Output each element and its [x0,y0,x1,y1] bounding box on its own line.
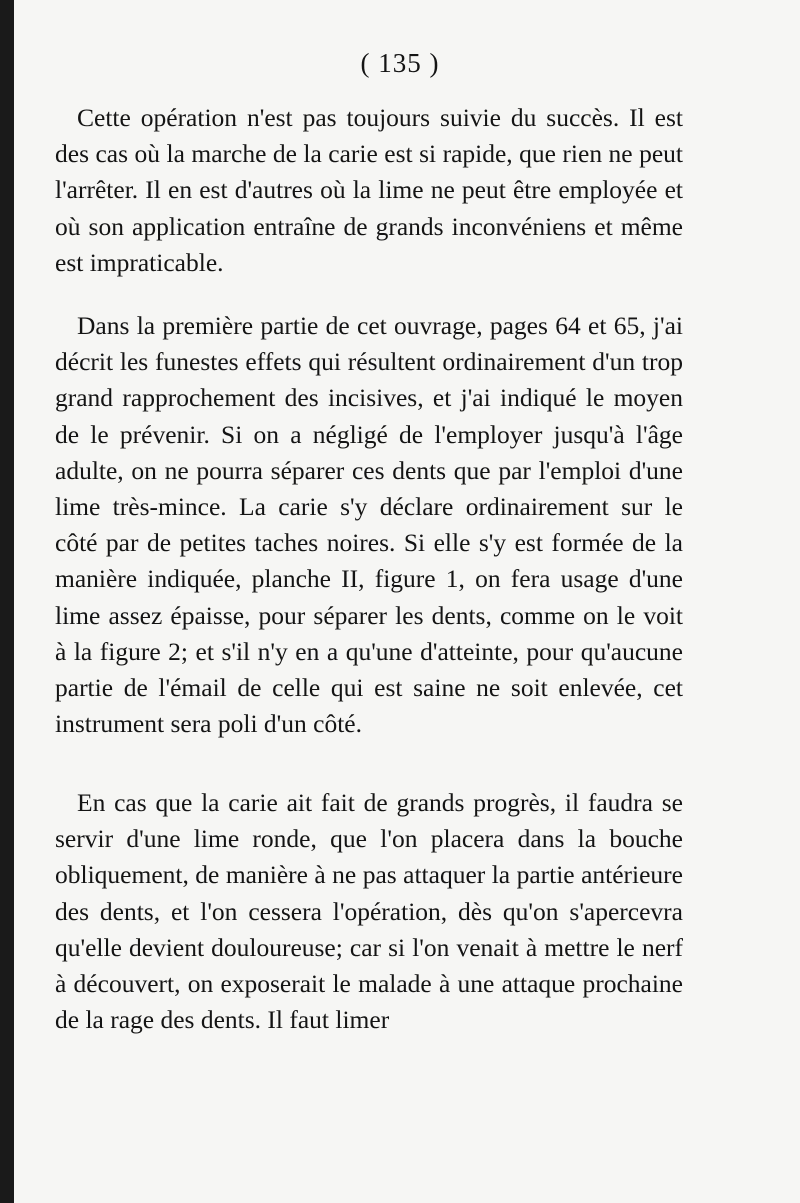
page-edge-shadow [0,0,14,1203]
paragraph: Dans la première partie de cet ouvrage, pages 64 et 65, j'ai décrit les funestes effets qui résultent ordinairement d'un trop grand rapprochement des incisives, et j'ai indiqué le moyen de le prévenir. Si on a négligé de l'employer jusqu'à l'âge adulte, on ne pourra séparer ces dents que par l'emploi d'une lime très-mince. La carie s'y déclare ordinairement sur le côté par de petites taches noires. Si elle s'y est formée de la manière indiquée, planche II, figure 1, on fera usage d'une lime assez épaisse, pour séparer les dents, comme on le voit à la figure 2; et s'il n'y en a qu'une d'atteinte, pour qu'aucune partie de l'émail de celle qui est saine ne soit enlevée, cet instrument sera poli d'un côté. [55,311,683,739]
paragraph: Cette opération n'est pas toujours suivie du succès. Il est des cas où la marche de la carie est si rapide, que rien ne peut l'arrêter. Il en est d'autres où la lime ne peut être employée et où son application entraîne de grands inconvéniens et même est impraticable. [55,103,683,277]
page-number: ( 135 ) [360,48,440,78]
paragraph: En cas que la carie ait fait de grands progrès, il faudra se servir d'une lime ronde, que l'on placera dans la bouche obliquement, de manière à ne pas attaquer la partie antérieure des dents, et l'on cessera l'opération, dès qu'on s'apercevra qu'elle devient douloureuse; car si l'on venait à mettre le nerf à découvert, on exposerait le malade à une attaque prochaine de la rage des dents. Il faut limer [55,788,683,1035]
